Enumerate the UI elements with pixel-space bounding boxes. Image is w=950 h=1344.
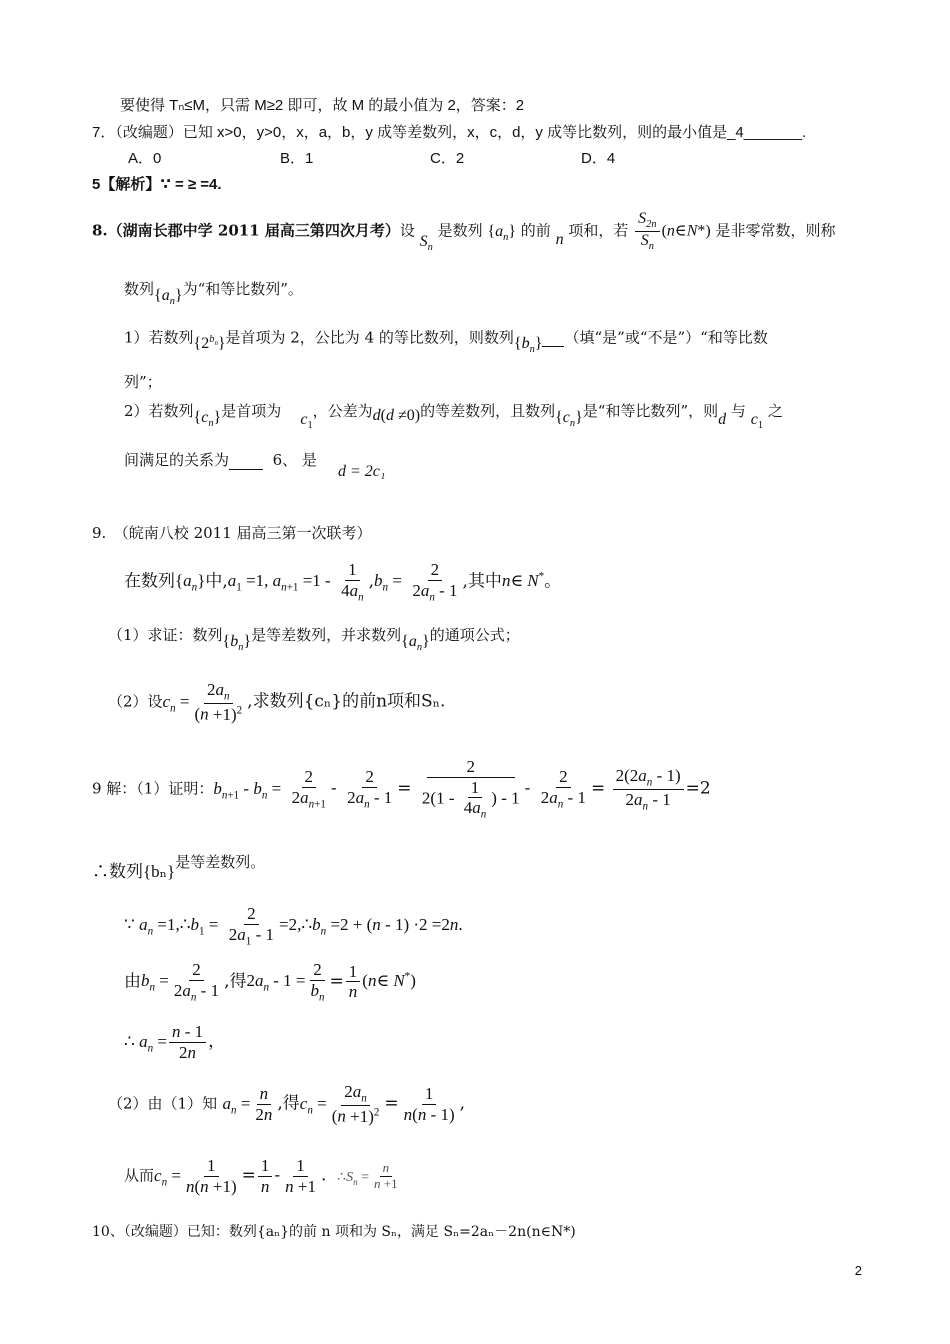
choice-b: B．1 — [280, 150, 314, 167]
math-seq-cn: $\{c_n\}$ — [193, 409, 222, 430]
page-number: 2 — [854, 1263, 862, 1278]
q9-solution-6: （2）由（1）知 $a_n$ = $\frac{n}{2n}$ ,得$c_n$ = $\frac{2a_n}{(n +1)^2}$ = $\frac{1}{n(n - 1)}$ , — [108, 1082, 466, 1126]
q9-solution-5: ∴ $a_n$ = $\frac{n - 1}{2n}$ ， — [124, 1022, 226, 1062]
q9-solution-2: ∴数列{bₙ}是等差数列。 — [92, 853, 266, 881]
q7-analysis: 5【解析】∵ = ≥ =4. — [92, 176, 222, 193]
q8-answer: d = 2c₁ — [338, 463, 386, 480]
q8-source: 8.（湖南长郡中学 2011 届高三第四次月考） — [92, 221, 400, 240]
math-seq-cn: $\{c_n\}$ — [555, 409, 583, 430]
math-c1: $c_1$ — [750, 411, 764, 432]
math-S2n-over-Sn: $\frac{S_{2n}}{S_n}$ — [635, 210, 659, 253]
math-d: d — [718, 411, 727, 428]
q9-solution-3: ∵ $a_n$ $=1,\therefore b_1$ = $\frac{2}{2a_1 - 1}$ $=2,\therefore b_n =2 + (n - 1) \cdot 2 =2n$. — [124, 904, 463, 947]
q9-part2: （2）设$c_n$ = $\frac{2a_n}{(n +1)^2}$ ,求数列{cₙ}的前n项和Sₙ. — [108, 680, 446, 724]
math-seq-bn: $\{b_n\}$ — [513, 335, 543, 356]
math-c1: $c_1$ — [300, 411, 313, 432]
q8-text: 的前 — [520, 221, 551, 240]
q8-text: 项和，若 — [568, 221, 629, 240]
choice-a: A．0 — [128, 150, 162, 167]
math-n-in-N: (n∈N*) — [661, 222, 711, 240]
q8-text: 设 — [399, 221, 415, 240]
q9-solution-4: 由$b_n$ = $\frac{2}{2a_n - 1}$ ,得$2a_n - 1$ = $\frac{2}{b_n}$ = $\frac{1}{n}$ (n∈ N*) — [124, 960, 416, 1003]
q9-solution-7: 从而$c_n$ = $\frac{1}{n(n +1)}$ = $\frac{1}{n}$ - $\frac{1}{n +1}$ . $\therefore S_n$ = $\frac{n}{n +1}$ — [124, 1156, 398, 1196]
q9-part1: （1）求证：数列$\{b_n\}$是等差数列，并求数列$\{a_n\}$的通项公式； — [108, 626, 520, 654]
math-n: n — [555, 230, 564, 248]
choice-d: D．4 — [581, 150, 616, 167]
q8-sub2: 2）若数列$\{c_n\}$是首项为 $c_1$，公差为d(d ≠0)的等差数列，且数列$\{c_n\}$是“和等比数列”，则d 与 $c_1$ 之 — [124, 402, 783, 432]
q8-text: 是数列 — [437, 221, 483, 240]
math-seq-an: $\{a_n\}$ — [154, 287, 183, 308]
question-10: 10、（改编题）已知：数列{aₙ}的前 n 项和为 Sₙ，满足 Sₙ=2aₙ－2n(n∈N*) — [92, 1224, 576, 1240]
q8-text: 是非零常数，则称 — [715, 221, 836, 240]
top-conclusion: 要使得 Tₙ≤M，只需 M≥2 即可，故 M 的最小值为 2，答案：2 — [120, 97, 525, 114]
q8-sub1: 1）若数列$\{2^{b_n}\}$是首项为 2，公比为 4 的等比数列，则数列$\{b_n\}$ （填“是”或“不是”）“和等比数 — [124, 328, 768, 356]
question-9-source: 9. （皖南八校 2011 届高三第一次联考） — [92, 524, 372, 542]
q8-line2: 数列$\{a_n\}$为“和等比数列”。 — [124, 280, 303, 308]
q9-solution-1: 9 解：（1）证明：$b_{n+1} - b_n$ = $\frac{2}{2a_{n+1}}$ - $\frac{2}{2a_n - 1}$ = 2 2(1 - $\frac{1}{4a_n}$ ) - 1 - $\frac{2}{2a_n - 1}$ = $\frac{2(2a_n - 1)}{2a_n - 1}$ =2 — [92, 757, 711, 821]
q9-given: 在数列$\{a_n\}$中$,a_1 =1$, $a_{n+1} =1$ - $\frac{1}{4a_n}$ $,b_n$ = $\frac{2}{2a_n - 1}$ ,其中n∈ N*。 — [124, 560, 562, 603]
math-seq-an: $\{a_n\}$ — [487, 222, 517, 243]
math-seq-2-bn: $\{2^{b_n}\}$ — [193, 334, 226, 353]
question-8-line1 — [92, 210, 836, 253]
q8-sub1-end: 列”； — [124, 373, 162, 391]
math-Sn: $S_n$ — [419, 232, 433, 253]
math-d-neq-0: d(d ≠0) — [372, 407, 421, 424]
choice-c: C．2 — [430, 150, 465, 167]
question-7: 7．（改编题）已知 x>0，y>0，x，a，b，y 成等差数列，x，c，d，y 成等比数列，则的最小值是_4_______. — [92, 124, 807, 141]
q8-sub2-end: 间满足的关系为 6、 是 — [124, 451, 317, 469]
